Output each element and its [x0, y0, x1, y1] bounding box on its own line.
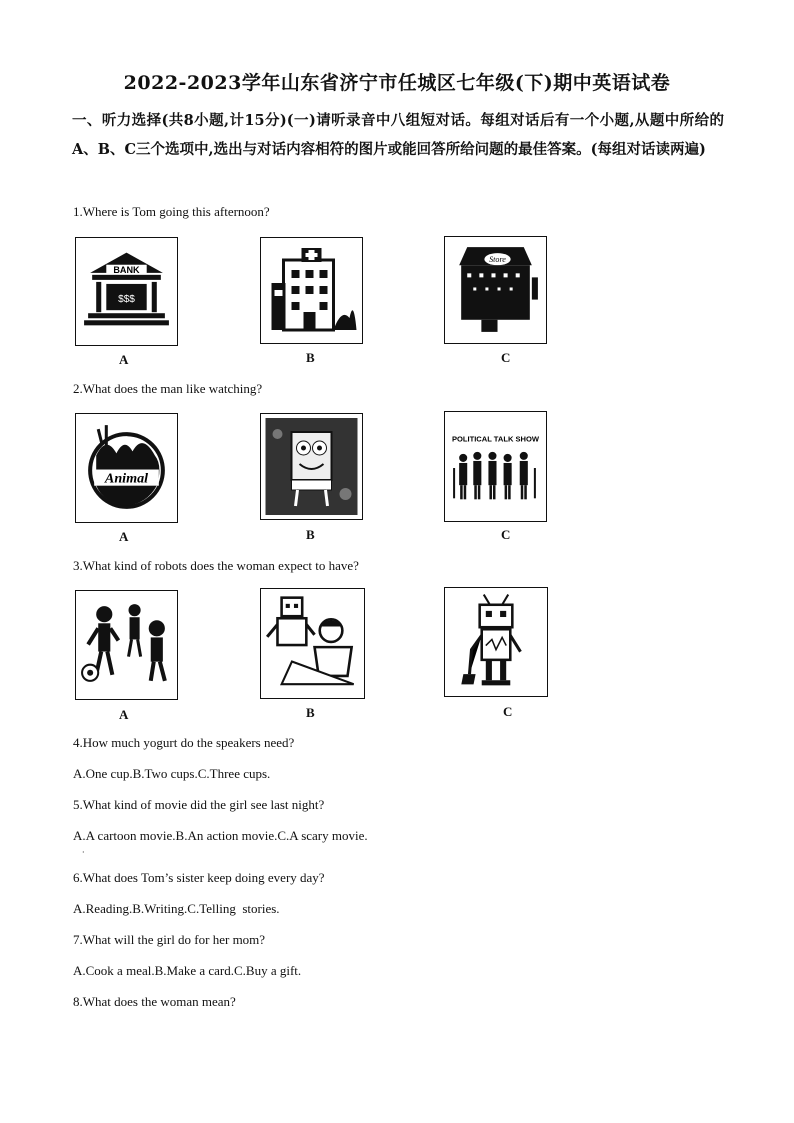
page-title: 2022-2023学年山东省济宁市任城区七年级(下)期中英语试卷 — [123, 72, 671, 94]
question-4: 4.How much yogurt do the speakers need? — [73, 735, 295, 750]
option-image-cartoon[interactable] — [260, 413, 363, 520]
option-image-cleaning-robot[interactable] — [444, 587, 548, 697]
option-label-b: B — [306, 350, 315, 365]
option-image-study-robot[interactable] — [260, 588, 365, 699]
question-6-options: A.Reading.B.Writing.C.Telling stories. — [73, 901, 280, 916]
option-image-store[interactable] — [444, 236, 547, 344]
option-image-bank[interactable] — [75, 237, 178, 346]
question-1: 1.Where is Tom going this afternoon? — [73, 204, 270, 219]
option-label-b: B — [306, 527, 315, 542]
question-3: 3.What kind of robots does the woman expect to have? — [73, 558, 359, 573]
option-image-hospital[interactable] — [260, 237, 363, 344]
svg-text:$$$: $$$ — [118, 294, 135, 306]
question-6: 6.What does Tom’s sister keep doing every day? — [73, 870, 325, 885]
cartoon-sponge-icon — [261, 414, 362, 519]
soccer-robots-icon — [76, 591, 177, 699]
question-7: 7.What will the girl do for her mom? — [73, 932, 266, 947]
question-5-options: A.A cartoon movie.B.An action movie.C.A scary movie. — [73, 828, 368, 843]
option-image-animal-world[interactable] — [75, 413, 178, 523]
option-label-c: C — [501, 350, 511, 365]
option-label-b: B — [306, 705, 315, 720]
section-instructions: 一、听力选择(共8小题,计15分)(一)请听录音中八组短对话。每组对话后有一个小题,从题中所给的A、B、C三个选项中,选出与对话内容相符的图片或能回答所给问题的最佳答案。(每组对话读两遍) — [72, 112, 724, 158]
option-image-soccer-robots[interactable] — [75, 590, 178, 700]
svg-text:BANK: BANK — [113, 264, 140, 275]
talk-show-icon — [445, 412, 546, 521]
cleaning-robot-icon — [445, 588, 547, 696]
question-2: 2.What does the man like watching? — [73, 381, 263, 396]
option-label-a: A — [119, 529, 129, 544]
stray-mark: · — [82, 848, 85, 857]
option-image-talk-show[interactable] — [444, 411, 547, 522]
option-label-c: C — [503, 704, 513, 719]
question-4-options: A.One cup.B.Two cups.C.Three cups. — [73, 766, 271, 781]
svg-text:Animal: Animal — [104, 470, 149, 487]
svg-text:Store: Store — [489, 255, 506, 265]
option-label-a: A — [119, 352, 129, 367]
question-5: 5.What kind of movie did the girl see last night? — [73, 797, 325, 812]
svg-text:POLITICAL TALK SHOW: POLITICAL TALK SHOW — [451, 434, 540, 444]
hospital-icon — [261, 238, 362, 343]
store-icon — [445, 237, 546, 343]
animal-world-icon — [76, 414, 177, 522]
question-8: 8.What does the woman mean? — [73, 994, 236, 1009]
question-7-options: A.Cook a meal.B.Make a card.C.Buy a gift. — [73, 963, 302, 978]
bank-icon — [76, 238, 177, 345]
option-label-c: C — [501, 527, 511, 542]
option-label-a: A — [119, 707, 129, 722]
study-robot-icon — [261, 589, 364, 698]
